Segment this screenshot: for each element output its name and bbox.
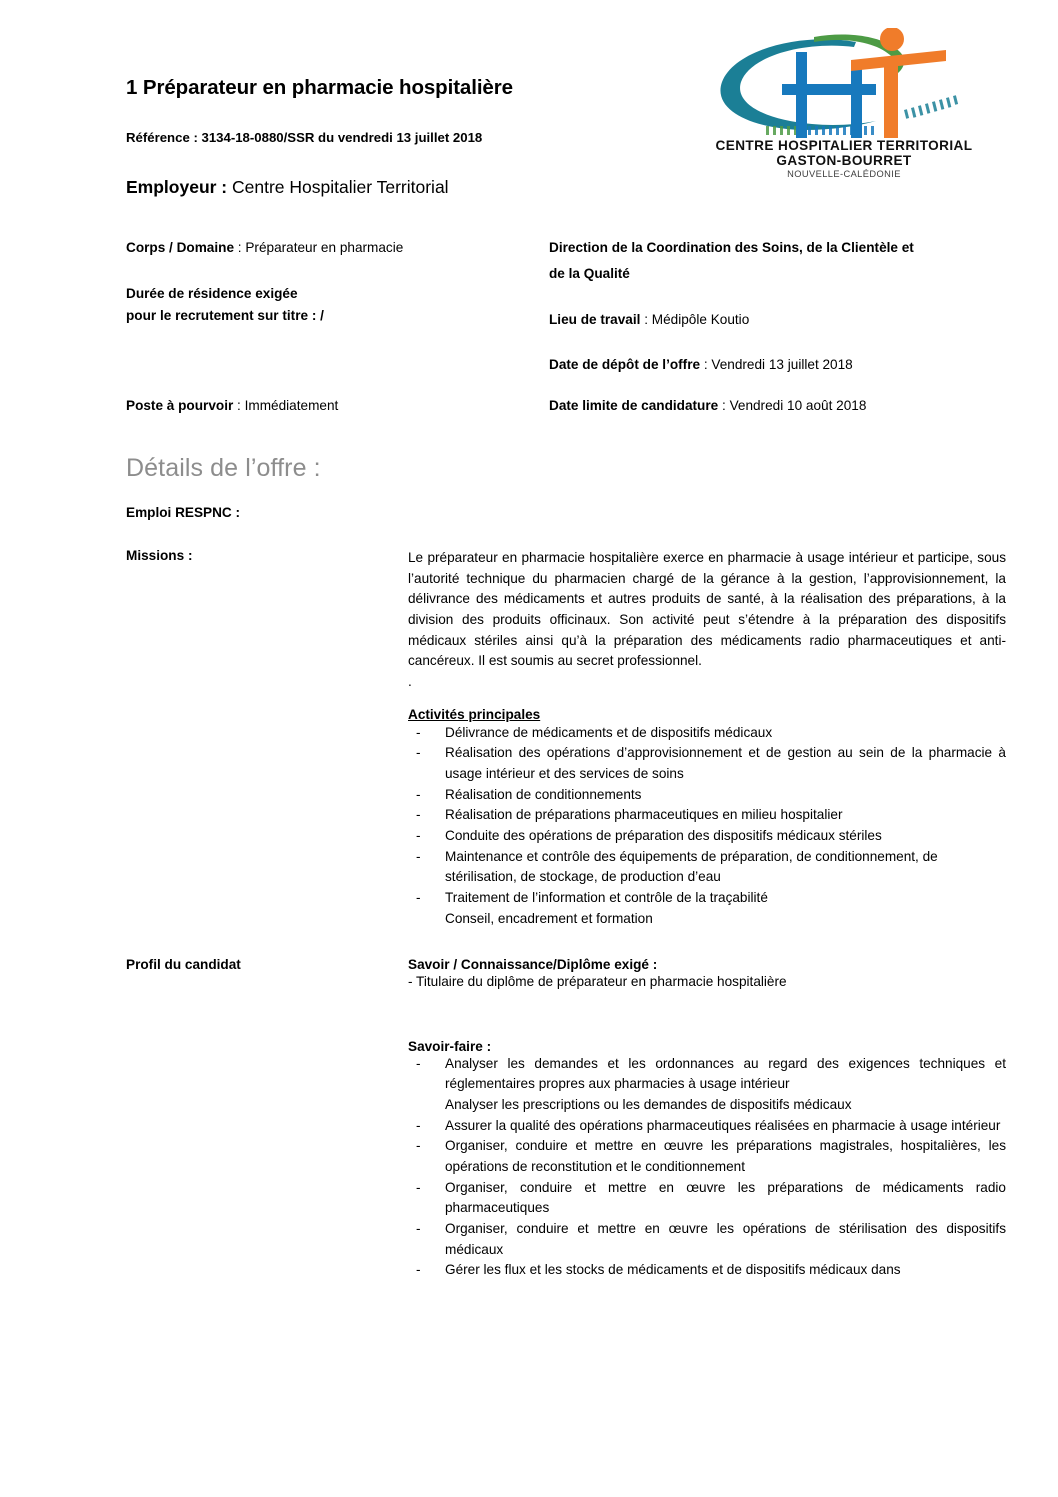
list-item <box>408 1260 1006 1281</box>
dash-bullet-icon: - <box>416 1221 421 1237</box>
list-item-text: Analyser les demandes et les ordonnances au regard des exigences techniques et réglementaires propres aux pharmacies à usage intérieur <box>445 1055 1006 1092</box>
list-item-text: Réalisation de préparations pharmaceutiques en milieu hospitalier <box>445 807 843 823</box>
profil-candidat-body <box>408 957 1006 1281</box>
list-item-text: Délivrance de médicaments et de dispositifs médicaux <box>445 724 773 740</box>
info-value: Immédiatement <box>244 398 339 413</box>
offer-info-grid <box>126 238 1006 418</box>
list-item-text: Gérer les flux et les stocks de médicaments et de dispositifs médicaux dans <box>445 1262 901 1278</box>
info-row-direction-line2 <box>549 264 630 284</box>
list-item <box>408 888 1006 929</box>
list-item-text: Réalisation des opérations d’approvisionnement et de gestion au sein de la pharmacie à usage intérieur et des services de soins <box>445 745 1006 781</box>
activites-principales-list <box>408 723 1006 930</box>
list-item <box>408 743 1006 784</box>
dash-bullet-icon: - <box>416 1117 421 1133</box>
list-item-text: Conduite des opérations de préparation des dispositifs médicaux stériles <box>445 827 882 843</box>
list-item-text: Assurer la qualité des opérations pharmaceutiques réalisées en pharmacie à usage intérieur <box>445 1117 1001 1133</box>
dash-bullet-icon: - <box>416 1179 421 1195</box>
list-item-text: Maintenance et contrôle des équipements de préparation, de conditionnement, de stérilisation, de stockage, de production d’eau <box>445 848 938 885</box>
list-item-text: Réalisation de conditionnements <box>445 786 642 802</box>
list-item-text: Traitement de l’information et contrôle de la traçabilité <box>445 889 768 905</box>
logo-line-2: GASTON-BOURRET <box>776 153 912 169</box>
info-label: Direction de la Coordination des Soins, de la Clientèle et <box>549 240 914 255</box>
list-item <box>408 1178 1006 1219</box>
info-row-duree-residence <box>126 284 298 304</box>
dash-bullet-icon: - <box>416 786 421 802</box>
missions-paragraph: Le préparateur en pharmacie hospitalière exerce en pharmacie à usage intérieur et participe, sous l’autorité technique du pharmacien chargé de la gérance à la gestion, l’approvisionnement, la délivrance des médicaments et autres produits de santé, à la réalisation des préparations, à la division des produits officinaux. Son activité peut s’étendre à la préparation des dispositifs médicaux stériles ainsi qu’à la préparation des médicaments radio pharmaceutiques et anti-cancéreux. Il est soumis au secret professionnel. <box>408 550 1006 669</box>
info-separator: : <box>700 357 712 372</box>
list-item-text: Organiser, conduire et mettre en œuvre les préparations de médicaments radio pharmaceutiques <box>445 1179 1006 1216</box>
info-separator: : <box>233 398 245 413</box>
list-item <box>408 1116 1006 1137</box>
activites-principales-heading: Activités principales <box>408 706 541 722</box>
info-label: Poste à pourvoir <box>126 398 234 413</box>
logo-text-block <box>694 138 994 179</box>
emploi-respnc-row <box>126 505 1006 520</box>
info-value: Vendredi 10 août 2018 <box>729 398 867 413</box>
info-label: pour le recrutement sur titre : / <box>126 308 324 323</box>
info-value: Médipôle Koutio <box>651 312 750 327</box>
info-separator: : <box>234 240 246 255</box>
cht-logo-mark-icon <box>708 28 978 140</box>
list-item <box>408 785 1006 806</box>
info-label: Lieu de travail <box>549 312 641 327</box>
reference-line: Référence : 3134-18-0880/SSR du vendredi 13 juillet 2018 <box>126 130 483 145</box>
info-label: Durée de résidence exigée <box>126 286 298 301</box>
list-item <box>408 847 1006 888</box>
info-row-recrutement-titre <box>126 306 324 326</box>
emploi-respnc-block <box>126 505 1006 520</box>
info-label: Date limite de candidature <box>549 398 719 413</box>
savoir-connaissance-item: - Titulaire du diplôme de préparateur en pharmacie hospitalière <box>408 974 787 990</box>
dash-bullet-icon: - <box>416 1138 421 1154</box>
info-separator: : <box>718 398 730 413</box>
list-item <box>408 723 1006 744</box>
list-item <box>408 826 1006 847</box>
dash-bullet-icon: - <box>416 724 421 740</box>
info-label: de la Qualité <box>549 266 630 281</box>
employer-value: Centre Hospitalier Territorial <box>227 177 449 197</box>
dash-bullet-icon: - <box>416 848 421 864</box>
missions-body <box>408 548 1006 929</box>
dash-bullet-icon: - <box>416 807 421 823</box>
info-separator: : <box>640 312 652 327</box>
page-content <box>126 0 1006 1281</box>
savoir-faire-heading: Savoir-faire : <box>408 1038 492 1054</box>
dash-bullet-icon: - <box>416 1262 421 1278</box>
list-item <box>408 805 1006 826</box>
list-item <box>408 1136 1006 1177</box>
employer-label: Employeur : <box>126 177 228 197</box>
emploi-respnc-label: Emploi RESPNC : <box>126 505 241 520</box>
list-item <box>408 1054 1006 1116</box>
list-item-subline: Analyser les prescriptions ou les demandes de dispositifs médicaux <box>445 1097 852 1113</box>
dash-bullet-icon: - <box>416 745 421 761</box>
info-row-lieu-de-travail <box>549 310 749 330</box>
list-item-text: Organiser, conduire et mettre en œuvre les préparations magistrales, hospitalières, les opérations de reconstitution et le conditionnement <box>445 1138 1006 1175</box>
missions-row <box>126 548 1006 929</box>
employer-line <box>126 177 449 198</box>
organization-logo <box>694 28 994 188</box>
info-row-corps-domaine <box>126 238 403 258</box>
details-section-title: Détails de l’offre : <box>126 454 321 482</box>
page-title: 1 Préparateur en pharmacie hospitalière <box>126 76 513 99</box>
dash-bullet-icon: - <box>416 827 421 843</box>
info-row-poste-a-pourvoir <box>126 396 338 416</box>
info-row-date-limite <box>549 396 866 416</box>
list-item-subline: Conseil, encadrement et formation <box>445 910 653 926</box>
info-label: Corps / Domaine <box>126 240 235 255</box>
missions-label: Missions : <box>126 548 193 563</box>
logo-line-3: NOUVELLE-CALÉDONIE <box>787 168 901 179</box>
info-label: Date de dépôt de l’offre <box>549 357 701 372</box>
info-row-direction-line1 <box>549 238 914 258</box>
info-row-date-depot <box>549 355 853 375</box>
profil-candidat-label: Profil du candidat <box>126 957 241 973</box>
savoir-connaissance-heading: Savoir / Connaissance/Diplôme exigé : <box>408 957 658 973</box>
list-item-text: Organiser, conduire et mettre en œuvre les opérations de stérilisation des dispositifs médicaux <box>445 1221 1006 1257</box>
info-value: Préparateur en pharmacie <box>245 240 404 255</box>
profil-candidat-row <box>126 957 1006 1281</box>
dash-bullet-icon: - <box>416 889 421 905</box>
savoir-faire-list <box>408 1054 1006 1281</box>
dash-bullet-icon: - <box>416 1055 421 1071</box>
info-value: Vendredi 13 juillet 2018 <box>711 357 853 372</box>
list-item <box>408 1219 1006 1260</box>
missions-trailing-dot: . <box>408 673 412 689</box>
logo-line-1: CENTRE HOSPITALIER TERRITORIAL <box>715 138 973 153</box>
